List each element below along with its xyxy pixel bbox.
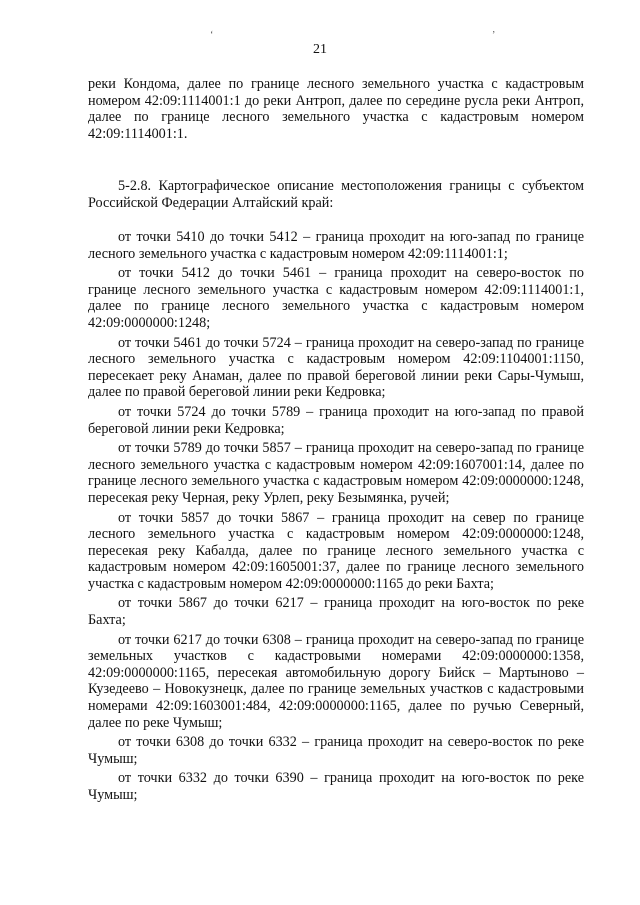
boundary-paragraph: от точки 5410 до точки 5412 – граница проходит на юго-запад по границе лесного земельного участка с кадастровым номером 42:09:1114001:1; (88, 229, 584, 262)
boundary-paragraph: от точки 5461 до точки 5724 – граница проходит на северо-запад по границе лесного земельного участка с кадастровым номером 42:09:1104001:1150, пересекает реку Анаман, далее по правой береговой линии реки Сары-Чумыш, далее по правой береговой линии реки Кедровка; (88, 334, 584, 401)
boundary-paragraph: от точки 6217 до точки 6308 – граница проходит на северо-запад по границе земельных участков с кадастровыми номерами 42:09:0000000:1358, 42:09:0000000:1165, пересекая автомобильную дорогу Бийск – Мартыново – Кузедеево – Новокузнецк, далее по границе земельных участков с кадастровыми номерами 42:09:1603001:484, 42:09:0000000:1165, далее по ручью Северный, далее по реке Чумыш; (88, 631, 584, 731)
boundary-paragraph: от точки 5867 до точки 6217 – граница проходит на юго-восток по реке Бахта; (88, 595, 584, 629)
intro-paragraph: реки Кондома, далее по границе лесного земельного участка с кадастровым номером 42:09:1114001:1 до реки Антроп, далее по середине русла реки Антроп, далее по границе лесного земельного участка с кадастровым номером 42:09:1114001:1. (88, 76, 584, 142)
scan-mark-left: ‘ (210, 30, 214, 41)
boundary-paragraph: от точки 5724 до точки 5789 – граница проходит на юго-запад по правой береговой линии реки Кедровка; (88, 403, 584, 437)
scan-mark-right: ’ (492, 30, 496, 41)
section-heading-block (88, 178, 584, 211)
intro-block (88, 76, 584, 142)
page-number: 21 (313, 42, 327, 57)
boundary-paragraph: от точки 6308 до точки 6332 – граница проходит на северо-восток по реке Чумыш; (88, 734, 584, 767)
boundary-paragraph: от точки 5857 до точки 5867 – граница проходит на север по границе лесного земельного участка с кадастровым номером 42:09:0000000:1248, пересекая реку Кабалда, далее по границе лесного земельного участка с кадастровым номером 42:09:1605001:37, далее по границе лесного земельного участка с кадастровым номером 42:09:0000000:1165 до реки Бахта; (88, 509, 584, 592)
boundary-description-list (88, 229, 584, 807)
boundary-paragraph: от точки 6332 до точки 6390 – граница проходит на юго-восток по реке Чумыш; (88, 770, 584, 803)
section-heading: 5-2.8. Картографическое описание местоположения границы с субъектом Российской Федерации Алтайский край: (88, 178, 584, 211)
boundary-paragraph: от точки 5412 до точки 5461 – граница проходит на северо-восток по границе лесного земельного участка с кадастровым номером 42:09:1114001:1, далее по границе лесного земельного участка с кадастровым номером 42:09:0000000:1248; (88, 265, 584, 331)
boundary-paragraph: от точки 5789 до точки 5857 – граница проходит на северо-запад по границе лесного земельного участка с кадастровым номером 42:09:1607001:14, далее по границе лесного земельного участка с кадастровым номером 42:09:0000000:1248, пересекая реку Черная, реку Урлеп, реку Безымянка, ручей; (88, 440, 584, 506)
